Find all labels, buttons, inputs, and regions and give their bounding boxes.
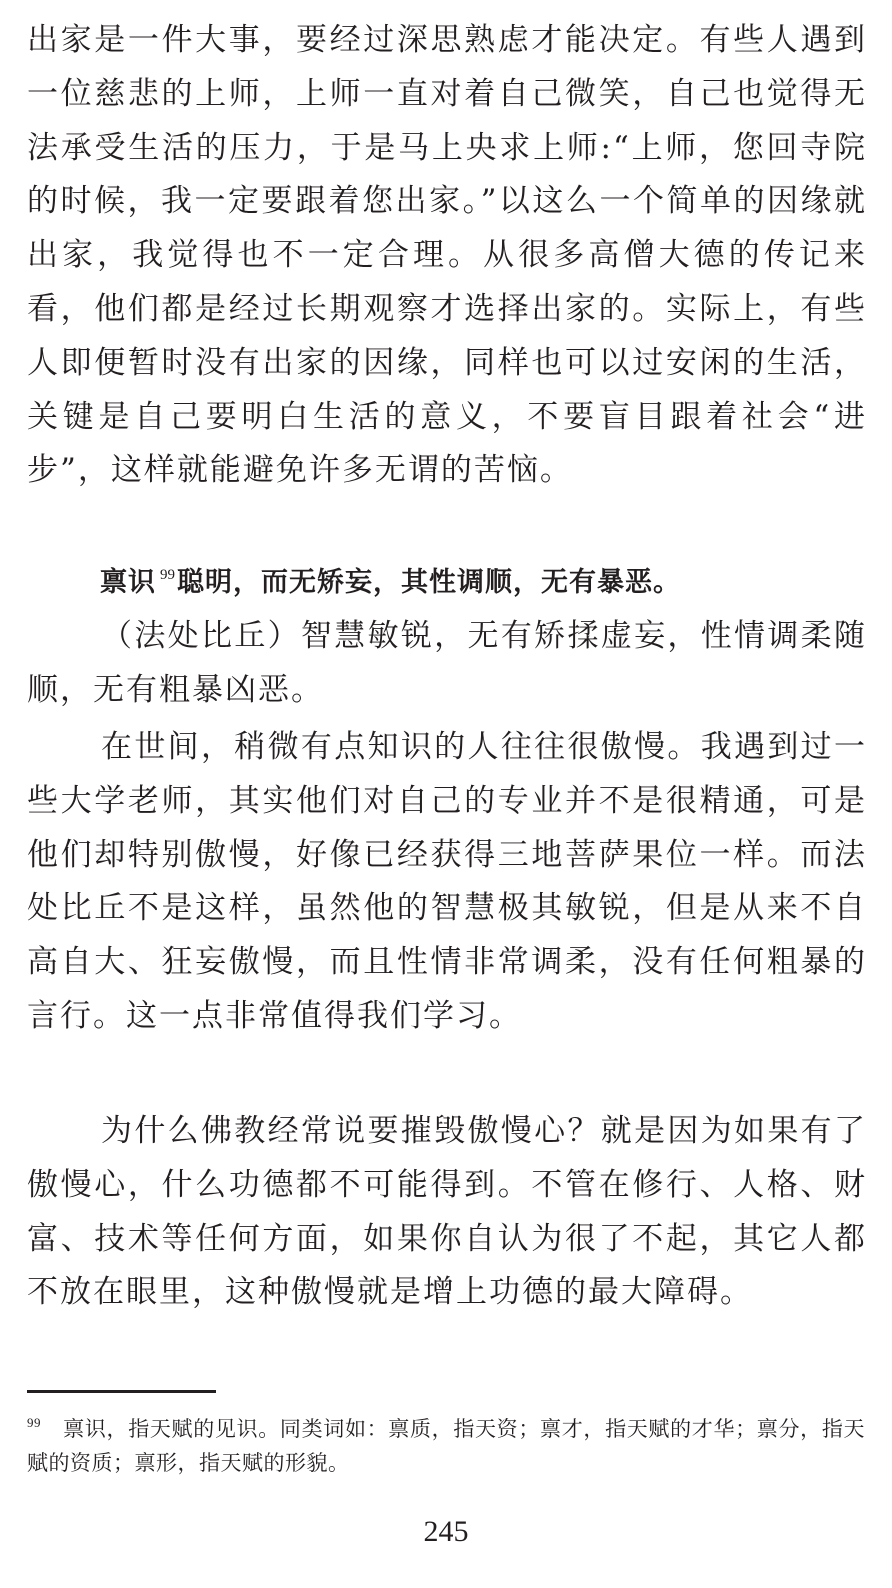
page-number: 245 — [423, 1515, 469, 1548]
body-paragraph-3: 在世间，稍微有点知识的人往往很傲慢。我遇到过一些大学老师，其实他们对自己的专业并不是很精通，可是他们却特别傲慢，好像已经获得三地菩萨果位一样。而法处比丘不是这样，虽然他的智慧极其敏锐，但是从来不自高自大、狂妄傲慢，而且性情非常调柔，没有任何粗暴的言行。这一点非常值得我们学习。 — [27, 729, 867, 1034]
footnote-reference: 99 — [160, 567, 175, 583]
footnote-number: 99 — [27, 1415, 41, 1430]
footnote — [27, 1406, 865, 1480]
verse-explanation: （法处比丘）智慧敏锐，无有矫揉虚妄，性情调柔随顺，无有粗暴凶恶。 — [27, 618, 867, 708]
verse-word: 禀识 — [100, 567, 156, 598]
body-paragraph-1: 出家是一件大事，要经过深思熟虑才能决定。有些人遇到一位慈悲的上师，上师一直对着自己微笑，自己也觉得无法承受生活的压力，于是马上央求上师:“上师，您回寺院的时候，我一定要跟着您出家。”以这么一个简单的因缘就出家，我觉得也不一定合理。从很多高僧大德的传记来看，他们都是经过长期观察才选择出家的。实际上，有些人即便暂时没有出家的因缘，同样也可以过安闲的生活，关键是自己要明白生活的意义，不要盲目跟着社会“进步”，这样就能避免许多无谓的苦恼。 — [27, 22, 867, 489]
verse-quote — [100, 550, 870, 608]
body-paragraph-4: 为什么佛教经常说要摧毁傲慢心？就是因为如果有了傲慢心，什么功德都不可能得到。不管在修行、人格、财富、技术等任何方面，如果你自认为很了不起，其它人都不放在眼里，这种傲慢就是增上功德的最大障碍。 — [27, 1113, 867, 1311]
footnote-divider — [27, 1390, 216, 1393]
verse-text: 聪明，而无矫妄，其性调顺，无有暴恶。 — [177, 567, 681, 598]
footnote-text: 禀识，指天赋的见识。同类词如：禀质，指天资；禀才，指天赋的才华；禀分，指天赋的资质；禀形，指天赋的形貌。 — [27, 1417, 865, 1475]
